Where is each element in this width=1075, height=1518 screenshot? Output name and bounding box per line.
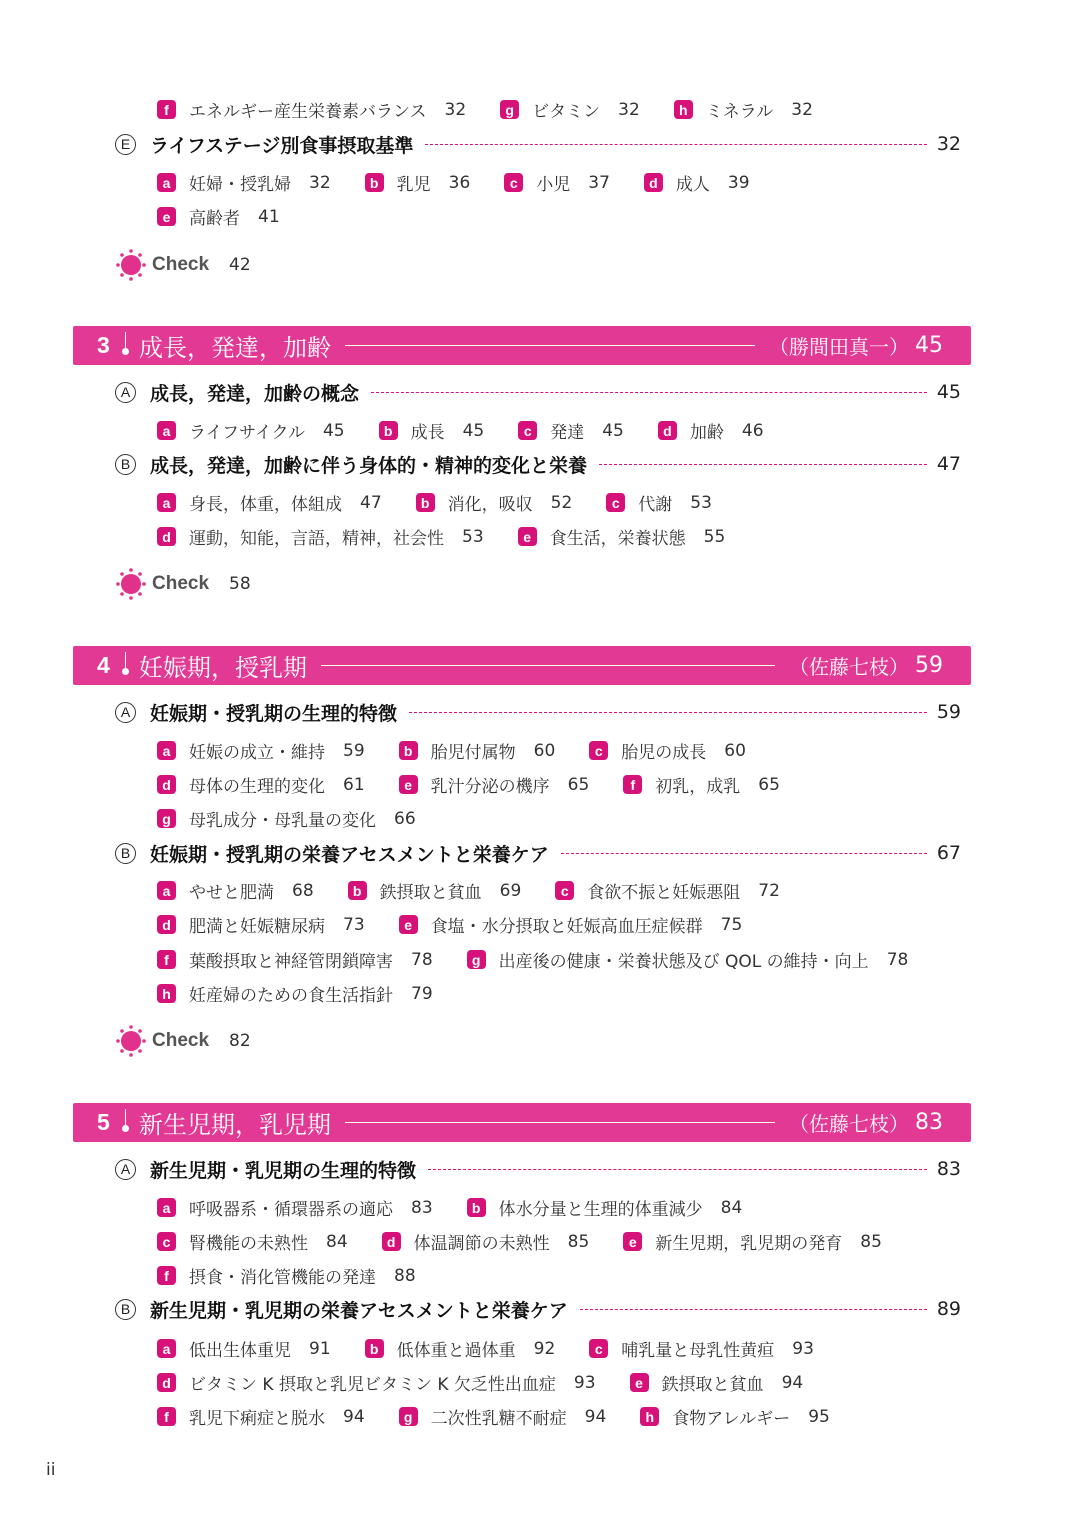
toc-line (157, 1404, 830, 1429)
chapter-leader (345, 1122, 775, 1123)
section-title: 成長，発達，加齢に伴う身体的・精神的変化と栄養 (150, 454, 588, 477)
item-badge: d (658, 421, 677, 440)
toc-item[interactable] (157, 878, 314, 903)
toc-item[interactable] (157, 170, 331, 195)
toc-line (157, 912, 742, 937)
item-title: 小児 (536, 175, 571, 195)
item-title: 哺乳量と母乳性黄疸 (621, 1341, 775, 1361)
item-page: 45 (462, 420, 485, 441)
item-title: 食物アレルギー (672, 1409, 791, 1429)
item-badge: e (630, 1373, 649, 1392)
item-title: 新生児期，乳児期の発育 (655, 1234, 843, 1254)
item-page: 84 (326, 1231, 348, 1252)
item-badge: a (157, 421, 176, 440)
item-page: 39 (727, 172, 750, 193)
item-title: 代謝 (638, 495, 673, 515)
item-badge: b (467, 1198, 486, 1217)
item-page: 32 (618, 99, 640, 120)
chapter-author: （勝間田真一） (769, 335, 909, 359)
toc-item[interactable] (157, 772, 365, 797)
section-page: 83 (936, 1158, 961, 1180)
toc-item[interactable] (157, 1404, 365, 1429)
item-title: 摂食・消化管機能の発達 (189, 1268, 376, 1288)
section-title: 成長，発達，加齢の概念 (150, 382, 360, 405)
section-page: 59 (936, 701, 961, 723)
item-page: 45 (602, 420, 624, 441)
item-page: 84 (720, 1197, 743, 1218)
toc-line (157, 524, 725, 549)
toc-item[interactable] (589, 1336, 814, 1361)
item-page: 61 (343, 774, 365, 795)
toc-line (157, 981, 433, 1006)
toc-item[interactable] (504, 170, 610, 195)
item-badge: h (640, 1407, 659, 1426)
item-page: 32 (791, 99, 813, 120)
item-badge: d (382, 1232, 401, 1251)
item-badge: f (157, 950, 176, 969)
item-title: 食生活，栄養状態 (549, 529, 686, 549)
toc-section[interactable] (115, 451, 961, 477)
dotted-leader (425, 144, 926, 145)
item-badge: c (589, 741, 608, 760)
item-badge: b (416, 493, 435, 512)
item-page: 78 (411, 949, 433, 970)
section-page: 89 (936, 1298, 961, 1320)
check-burst-icon (113, 564, 147, 604)
item-page: 93 (573, 1372, 596, 1393)
section-title: 妊娠期・授乳期の生理的特徴 (150, 702, 398, 725)
toc-item[interactable] (467, 947, 909, 972)
check-entry[interactable] (113, 564, 251, 604)
item-title: 低体重と過体重 (396, 1341, 516, 1361)
item-badge: d (644, 173, 663, 192)
item-title: 成人 (675, 175, 710, 195)
item-title: ミネラル (705, 102, 774, 122)
item-badge: d (157, 1373, 176, 1392)
toc-item[interactable] (382, 1229, 590, 1254)
toc-section[interactable] (115, 699, 961, 725)
item-page: 68 (292, 880, 314, 901)
toc-section[interactable] (115, 840, 961, 866)
item-page: 53 (462, 526, 484, 547)
check-burst-icon (113, 1021, 147, 1061)
item-badge: h (157, 984, 176, 1003)
item-badge: b (399, 741, 418, 760)
toc-line (157, 1229, 882, 1254)
item-title: 乳汁分泌の機序 (430, 777, 550, 797)
item-title: 運動，知能，言語，精神，社会性 (189, 529, 444, 549)
chapter-title: 妊娠期，授乳期 (139, 654, 307, 682)
chapter-author: （佐藤七枝） (789, 1112, 909, 1136)
item-badge: g (399, 1407, 418, 1426)
item-title: 消化，吸収 (447, 495, 533, 515)
item-title: ビタミン (532, 102, 601, 122)
check-entry[interactable] (113, 245, 251, 285)
toc-section[interactable] (115, 1156, 961, 1182)
toc-item[interactable] (589, 738, 746, 763)
toc-item[interactable] (399, 1404, 607, 1429)
toc-item[interactable] (157, 1370, 596, 1395)
item-badge: f (157, 1266, 176, 1285)
toc-item[interactable] (157, 1195, 433, 1220)
check-entry[interactable] (113, 1021, 251, 1061)
chapter-title: 新生児期，乳児期 (139, 1111, 331, 1139)
item-badge: e (518, 527, 537, 546)
check-page: 58 (229, 574, 251, 594)
item-page: 79 (411, 983, 433, 1004)
section-page: 45 (936, 381, 961, 403)
item-badge: a (157, 1339, 176, 1358)
item-badge: d (157, 915, 176, 934)
item-badge: e (623, 1232, 642, 1251)
item-title: 母乳成分・母乳量の変化 (189, 811, 376, 831)
item-page: 65 (567, 774, 590, 795)
section-title: ライフステージ別食事摂取基準 (150, 134, 414, 157)
item-title: 成長 (410, 423, 445, 443)
toc-item[interactable] (157, 524, 484, 549)
item-page: 32 (309, 172, 331, 193)
item-badge: d (157, 775, 176, 794)
item-badge: a (157, 173, 176, 192)
item-page: 73 (343, 914, 365, 935)
item-badge: a (157, 1198, 176, 1217)
toc-item[interactable] (157, 1336, 331, 1361)
item-page: 45 (322, 420, 345, 441)
item-title: 初乳，成乳 (655, 777, 741, 797)
section-page: 67 (936, 842, 961, 864)
section-title: 新生児期・乳児期の栄養アセスメントと栄養ケア (150, 1299, 568, 1322)
item-badge: b (379, 421, 398, 440)
toc-item[interactable] (379, 418, 485, 443)
item-page: 94 (781, 1372, 804, 1393)
item-title: 鉄摂取と貧血 (661, 1375, 764, 1395)
toc-item[interactable] (644, 170, 750, 195)
check-label: Check (152, 1030, 210, 1051)
chapter-leader (345, 345, 755, 346)
toc-line (157, 947, 908, 972)
toc-line (157, 878, 780, 903)
dotted-leader (580, 1309, 927, 1310)
item-page: 60 (724, 740, 746, 761)
item-title: 乳児下痢症と脱水 (189, 1409, 325, 1429)
check-label: Check (152, 573, 210, 594)
item-badge: f (157, 100, 176, 119)
chapter-page: 45 (915, 333, 943, 358)
item-title: 発達 (550, 423, 585, 443)
item-page: 72 (758, 880, 780, 901)
item-title: 鉄摂取と貧血 (379, 883, 482, 903)
item-badge: c (589, 1339, 608, 1358)
toc-line (157, 97, 813, 122)
page-folio: ii (46, 1460, 56, 1480)
section-letter-icon: B (115, 1299, 136, 1320)
toc-line (157, 1195, 742, 1220)
check-burst-icon (113, 245, 147, 285)
item-page: 46 (741, 420, 764, 441)
section-page: 32 (936, 133, 961, 155)
item-badge: a (157, 493, 176, 512)
item-page: 65 (758, 774, 780, 795)
chapter-marker-icon (121, 1109, 131, 1137)
item-badge: c (606, 493, 625, 512)
item-page: 52 (550, 492, 573, 513)
item-page: 94 (343, 1406, 365, 1427)
section-title: 新生児期・乳児期の生理的特徴 (150, 1159, 417, 1182)
item-page: 78 (886, 949, 909, 970)
toc-line (157, 1336, 814, 1361)
item-badge: e (399, 775, 418, 794)
item-page: 47 (360, 492, 382, 513)
toc-item[interactable] (157, 981, 433, 1006)
item-page: 55 (703, 526, 726, 547)
item-title: 腎機能の未熟性 (189, 1234, 308, 1254)
item-title: 妊婦・授乳婦 (189, 175, 291, 195)
toc-line (157, 806, 416, 831)
check-page: 42 (229, 255, 251, 275)
toc-item[interactable] (399, 738, 556, 763)
toc-item[interactable] (157, 1229, 348, 1254)
toc-item[interactable] (157, 1263, 416, 1288)
item-title: 葉酸摂取と神経管閉鎖障害 (189, 952, 393, 972)
item-page: 36 (448, 172, 471, 193)
toc-item[interactable] (399, 772, 590, 797)
toc-item[interactable] (555, 878, 780, 903)
chapter-marker-icon (121, 332, 131, 360)
chapter-header[interactable] (73, 646, 971, 685)
item-page: 85 (567, 1231, 590, 1252)
dotted-leader (561, 853, 927, 854)
toc-item[interactable] (365, 1336, 556, 1361)
toc-item[interactable] (157, 204, 280, 229)
toc-item[interactable] (157, 97, 466, 122)
toc-item[interactable] (365, 170, 471, 195)
toc-section[interactable] (115, 131, 961, 157)
item-title: ライフサイクル (189, 423, 305, 443)
item-badge: d (157, 527, 176, 546)
toc-line (157, 170, 750, 195)
toc-line (157, 418, 764, 443)
toc-item[interactable] (518, 524, 726, 549)
chapter-number: 4 (97, 652, 110, 678)
toc-item[interactable] (157, 490, 382, 515)
item-page: 85 (860, 1231, 882, 1252)
toc-line (157, 738, 746, 763)
item-title: 乳児 (396, 175, 431, 195)
chapter-header[interactable] (73, 1103, 971, 1142)
item-title: 身長，体重，体組成 (189, 495, 342, 515)
dotted-leader (371, 392, 927, 393)
item-page: 60 (533, 740, 556, 761)
item-page: 75 (720, 914, 743, 935)
toc-item[interactable] (674, 97, 813, 122)
toc-item[interactable] (467, 1195, 743, 1220)
dotted-leader (599, 464, 927, 465)
section-title: 妊娠期・授乳期の栄養アセスメントと栄養ケア (150, 843, 549, 866)
item-badge: c (504, 173, 523, 192)
item-badge: e (399, 915, 418, 934)
item-badge: c (518, 421, 537, 440)
chapter-title: 成長，発達，加齢 (139, 334, 331, 362)
section-letter-icon: A (115, 382, 136, 403)
section-letter-icon: B (115, 454, 136, 475)
toc-line (157, 490, 712, 515)
item-page: 94 (584, 1406, 607, 1427)
item-title: 二次性乳糖不耐症 (430, 1409, 567, 1429)
item-badge: g (157, 809, 176, 828)
item-badge: b (365, 173, 384, 192)
item-page: 32 (444, 99, 467, 120)
item-title: 胎児付属物 (430, 743, 516, 763)
toc-item[interactable] (630, 1370, 804, 1395)
item-page: 53 (690, 492, 712, 513)
item-title: 低出生体重児 (189, 1341, 291, 1361)
toc-section[interactable] (115, 1296, 961, 1322)
toc-item[interactable] (348, 878, 522, 903)
check-label: Check (152, 254, 210, 275)
chapter-header[interactable] (73, 326, 971, 365)
chapter-author: （佐藤七枝） (789, 655, 909, 679)
toc-item[interactable] (416, 490, 573, 515)
toc-line (157, 204, 280, 229)
toc-item[interactable] (157, 738, 365, 763)
toc-item[interactable] (606, 490, 712, 515)
toc-item[interactable] (157, 947, 433, 972)
item-badge: c (555, 881, 574, 900)
item-page: 59 (343, 740, 365, 761)
toc-line (157, 1263, 416, 1288)
item-title: 妊娠の成立・維持 (189, 743, 325, 763)
item-badge: e (157, 207, 176, 226)
item-badge: c (157, 1232, 176, 1251)
toc-item[interactable] (518, 418, 624, 443)
item-badge: b (348, 881, 367, 900)
item-title: 肥満と妊娠糖尿病 (189, 917, 325, 937)
item-page: 93 (792, 1338, 814, 1359)
item-page: 92 (533, 1338, 556, 1359)
item-badge: g (467, 950, 486, 969)
check-page: 82 (229, 1031, 251, 1051)
item-title: 妊産婦のための食生活指針 (189, 986, 393, 1006)
item-title: 食欲不振と妊娠悪阻 (587, 883, 741, 903)
item-title: 体水分量と生理的体重減少 (498, 1200, 703, 1220)
item-badge: a (157, 741, 176, 760)
item-title: 出産後の健康・栄養状態及び QOL の維持・向上 (498, 952, 869, 972)
item-title: 食塩・水分摂取と妊娠高血圧症候群 (430, 917, 703, 937)
item-badge: b (365, 1339, 384, 1358)
item-title: 母体の生理的変化 (189, 777, 325, 797)
chapter-leader (321, 665, 775, 666)
toc-section[interactable] (115, 379, 961, 405)
toc-item[interactable] (623, 1229, 882, 1254)
chapter-number: 3 (97, 332, 110, 358)
section-letter-icon: A (115, 702, 136, 723)
item-badge: f (623, 775, 642, 794)
toc-item[interactable] (500, 97, 640, 122)
dotted-leader (428, 1169, 927, 1170)
chapter-number: 5 (97, 1109, 110, 1135)
item-title: ビタミン K 摂取と乳児ビタミン K 欠乏性出血症 (189, 1375, 556, 1395)
item-title: やせと肥満 (189, 883, 274, 903)
toc-item[interactable] (623, 772, 780, 797)
toc-item[interactable] (157, 912, 365, 937)
toc-item[interactable] (157, 806, 416, 831)
item-page: 41 (258, 206, 280, 227)
item-badge: h (674, 100, 693, 119)
item-title: 高齢者 (189, 209, 240, 229)
item-title: エネルギー産生栄養素バランス (189, 102, 427, 122)
chapter-page: 59 (915, 653, 943, 678)
item-badge: a (157, 881, 176, 900)
item-page: 95 (808, 1406, 830, 1427)
item-page: 37 (588, 172, 610, 193)
item-page: 83 (411, 1197, 433, 1218)
item-title: 呼吸器系・循環器系の適応 (189, 1200, 393, 1220)
item-page: 69 (499, 880, 522, 901)
toc-line (157, 1370, 803, 1395)
toc-item[interactable] (399, 912, 743, 937)
item-page: 88 (394, 1265, 416, 1286)
section-letter-icon: E (115, 134, 136, 155)
chapter-marker-icon (121, 652, 131, 680)
dotted-leader (409, 712, 927, 713)
item-page: 66 (394, 808, 416, 829)
section-page: 47 (936, 453, 961, 475)
item-page: 91 (309, 1338, 331, 1359)
item-title: 胎児の成長 (621, 743, 707, 763)
item-badge: g (500, 100, 519, 119)
toc-item[interactable] (640, 1404, 830, 1429)
item-title: 体温調節の未熟性 (413, 1234, 550, 1254)
section-letter-icon: A (115, 1159, 136, 1180)
section-letter-icon: B (115, 843, 136, 864)
item-badge: f (157, 1407, 176, 1426)
toc-line (157, 772, 780, 797)
toc-item[interactable] (157, 418, 345, 443)
item-title: 加齢 (689, 423, 724, 443)
toc-item[interactable] (658, 418, 764, 443)
chapter-page: 83 (915, 1110, 943, 1135)
